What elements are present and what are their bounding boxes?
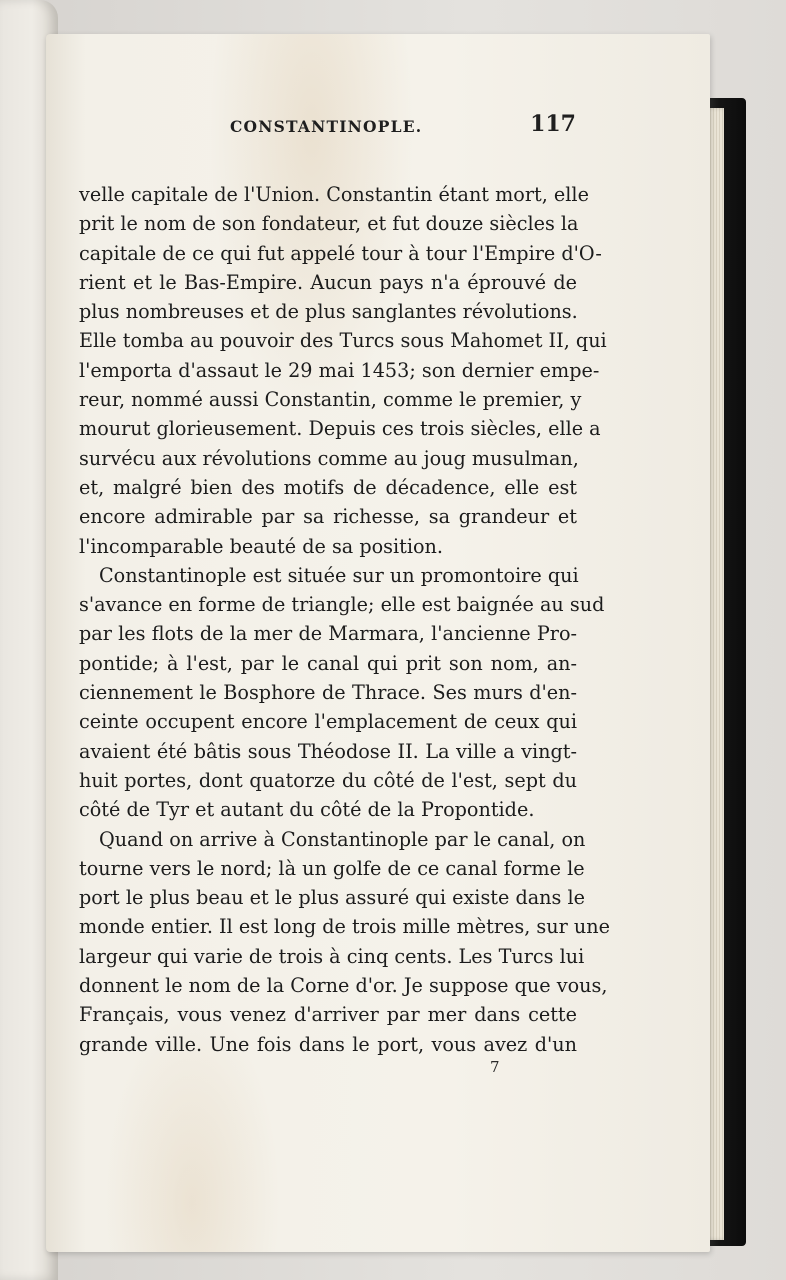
text-line: prit le nom de son fondateur, et fut douze siècles la [79,212,579,236]
text-line: tourne vers le nord; là un golfe de ce canal forme le [79,856,585,880]
text-line: rient et le Bas-Empire. Aucun pays n'a éprouvé de [79,270,577,294]
text-line: velle capitale de l'Union. Constantin étant mort, elle [79,183,589,206]
text-line: côté de Tyr et autant du côté de la Propontide. [79,798,535,822]
text-line: Français, vous venez d'arriver par mer dans cette [79,1003,577,1027]
text-line: l'incomparable beauté de sa position. [79,534,444,558]
text-line: grande ville. Une fois dans le port, vous avez d'un [79,1032,577,1056]
text-line: Quand on arrive à Constantinople par le canal, on [99,827,586,851]
text-line: pontide; à l'est, par le canal qui prit son nom, an- [79,651,577,675]
text-line: encore admirable par sa richesse, sa grandeur et [79,505,577,529]
text-line: l'emporta d'assaut le 29 mai 1453; son dernier empe- [79,358,600,382]
text-line: mourut glorieusement. Depuis ces trois siècles, elle a [79,417,601,441]
text-line: Elle tomba au pouvoir des Turcs sous Mahomet II, qui [79,329,607,353]
text-line: plus nombreuses et de plus sanglantes révolutions. [79,300,578,324]
page-header [190,111,578,141]
text-line: monde entier. Il est long de trois mille mètres, sur une [79,915,610,939]
text-line: s'avance en forme de triangle; elle est baignée au sud [79,593,605,617]
text-line: largeur qui varie de trois à cinq cents. Les Turcs lui [79,944,585,968]
text-line: Constantinople est située sur un promontoire qui [99,563,579,587]
text-line: survécu aux révolutions comme au joug musulman, [79,446,579,470]
body-text [79,180,610,1059]
text-line: par les flots de la mer de Marmara, l'ancienne Pro- [79,622,577,646]
page-number: 117 [530,111,576,137]
text-line: et, malgré bien des motifs de décadence, elle est [79,475,577,499]
text-line: capitale de ce qui fut appelé tour à tour l'Empire d'O- [79,241,602,265]
text-line: ceinte occupent encore l'emplacement de ceux qui [79,710,577,734]
text-line: ciennement le Bosphore de Thrace. Ses murs d'en- [79,681,577,705]
running-head: CONSTANTINOPLE. [230,117,423,136]
text-line: donnent le nom de la Corne d'or. Je suppose que vous, [79,974,608,998]
text-line: port le plus beau et le plus assuré qui existe dans le [79,886,585,910]
signature-mark: 7 [490,1058,500,1076]
text-line: avaient été bâtis sous Théodose II. La ville a vingt- [79,739,577,763]
text-line: huit portes, dont quatorze du côté de l'est, sept du [79,768,577,792]
text-line: reur, nommé aussi Constantin, comme le premier, y [79,388,582,412]
